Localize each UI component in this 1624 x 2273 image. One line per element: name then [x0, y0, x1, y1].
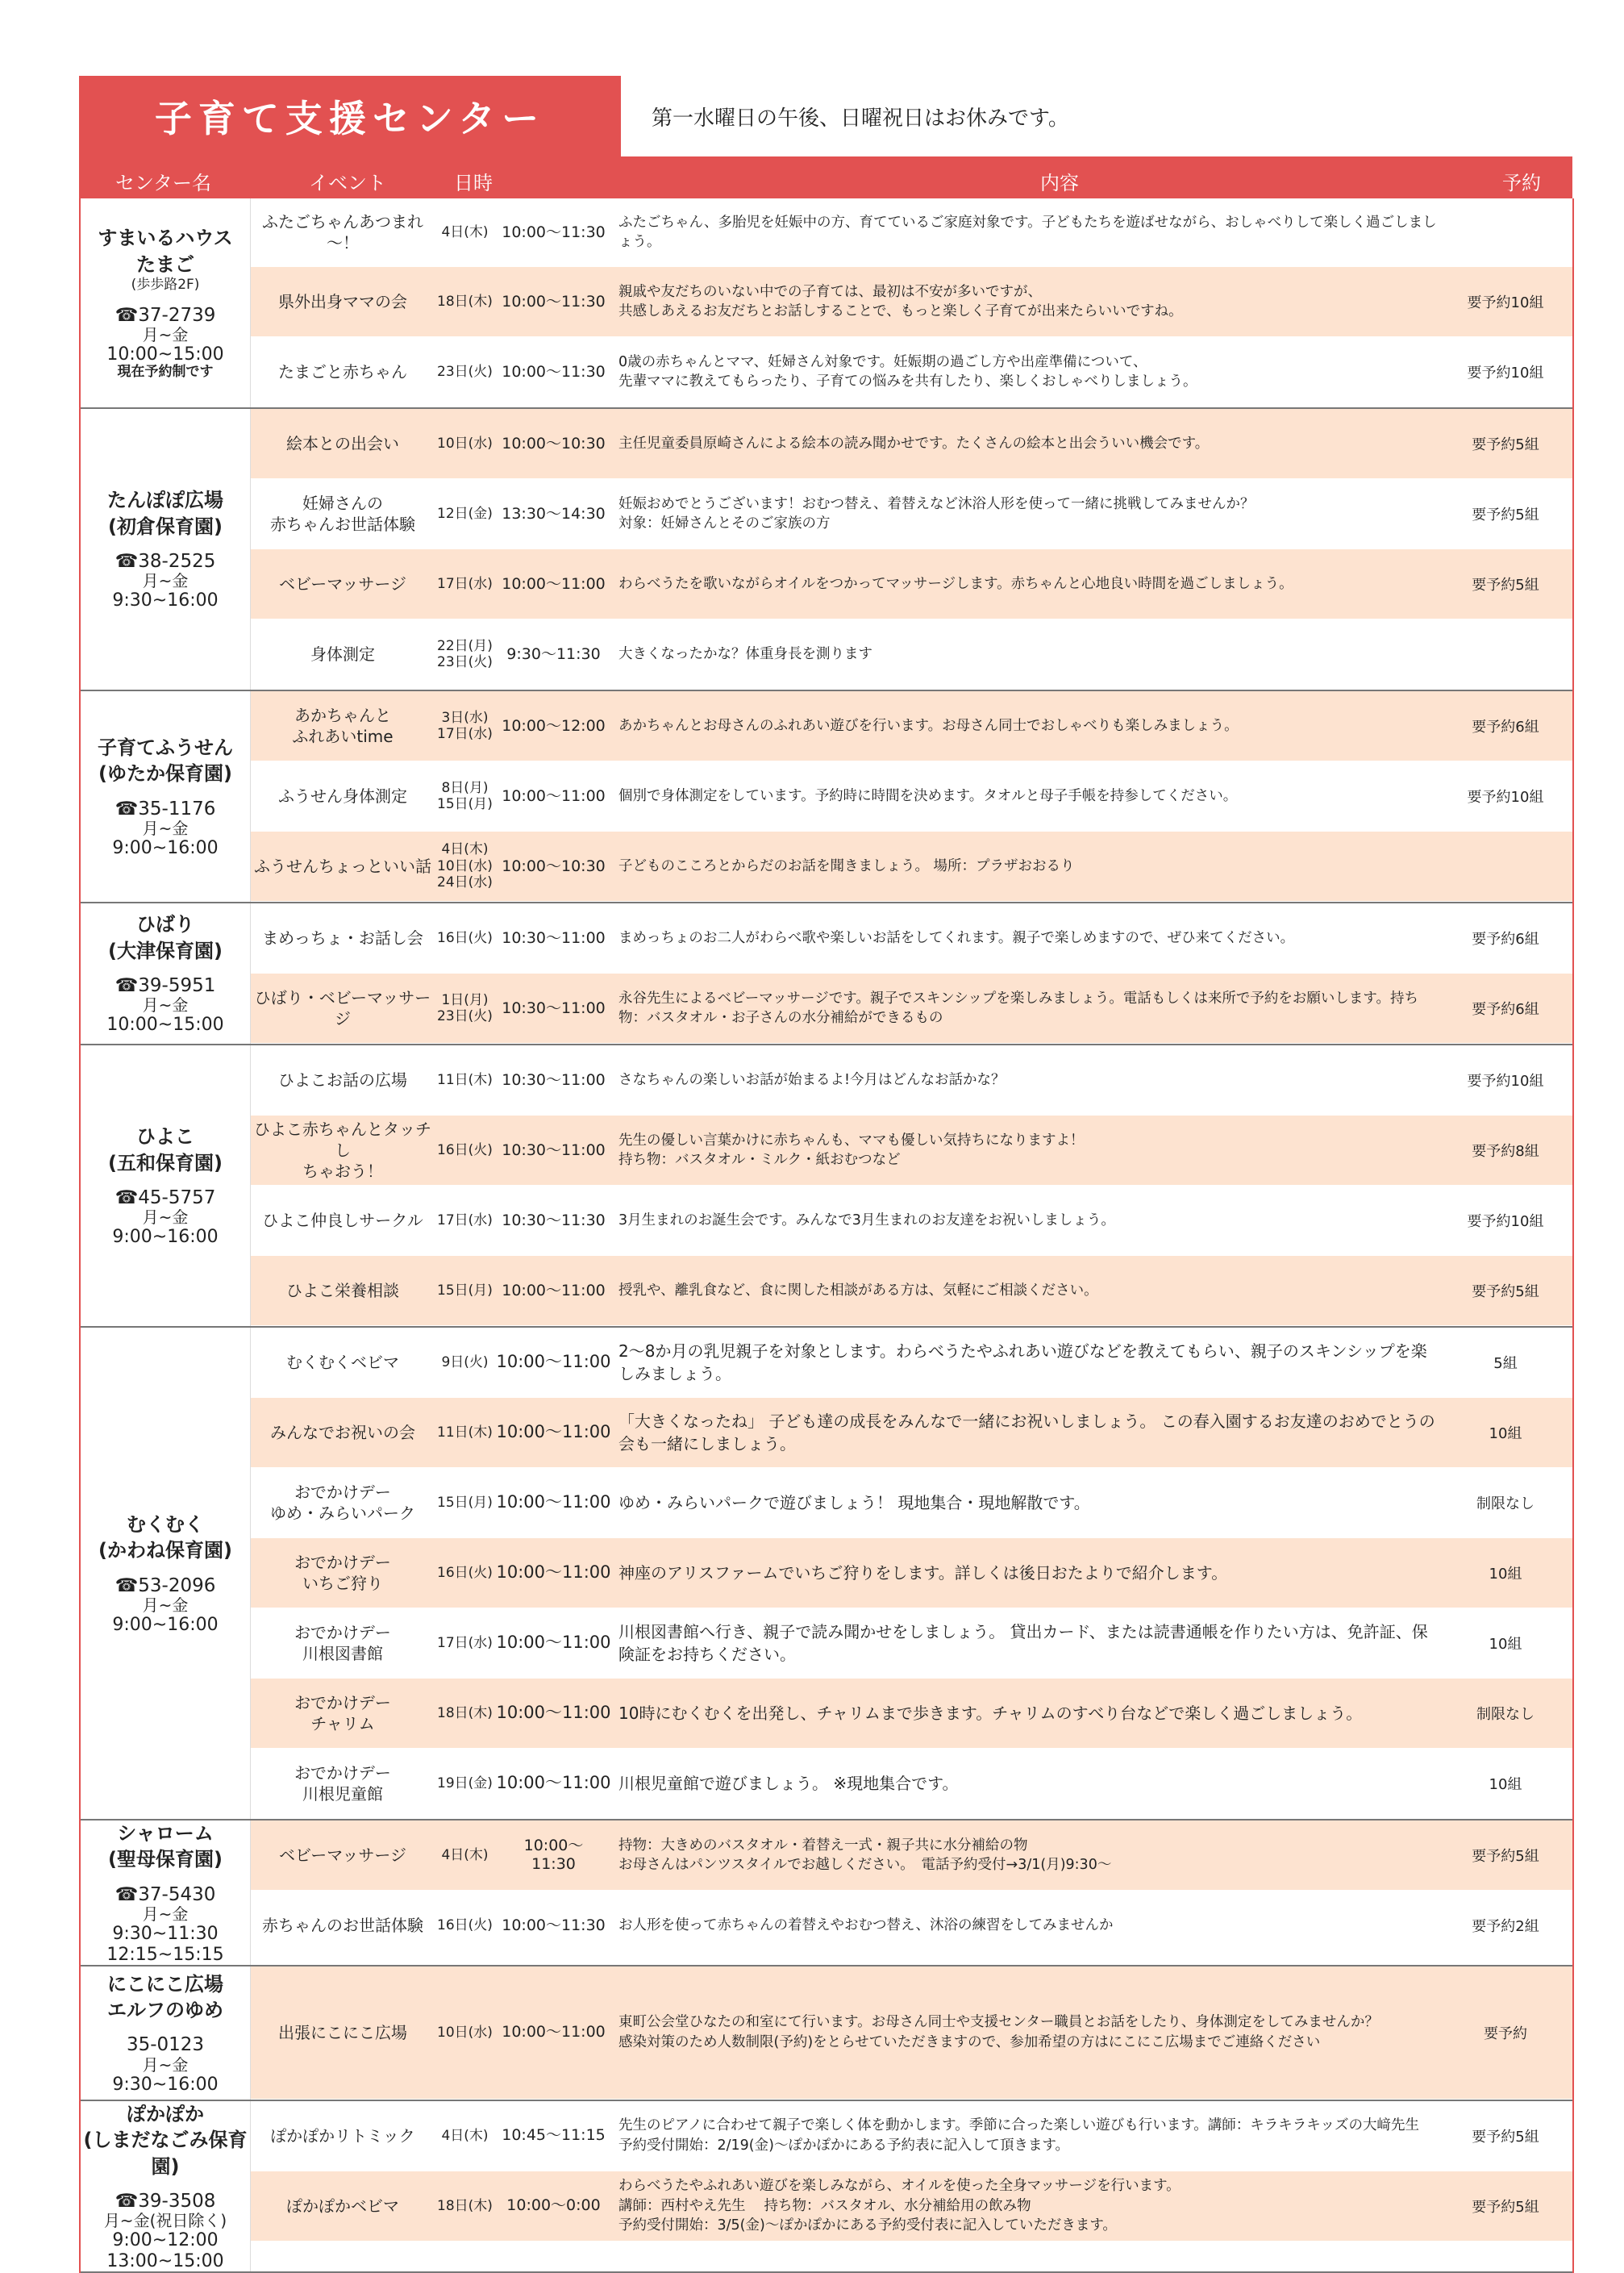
event-description: 「大きくなったね」 子ども達の成長をみんなで一緒にお祝いしましょう。 この春入園するお友達のおめでとうの会も一緒にしましょう。 [618, 1412, 1435, 1453]
event-description: 個別で身体測定をしています。予約時に時間を決めます。タオルと母子手帳を持参してください。 [618, 787, 1238, 804]
event-time: 10:00～11:30 [502, 292, 606, 311]
center-phone: ☎39-3508 [115, 2190, 216, 2212]
reservation-info: 要予約5組 [1472, 577, 1539, 594]
event-description: 0歳の赤ちゃんとママ、妊婦さん対象です。妊娠期の過ごし方や出産準備について、 先輩ママに教えてもらったり、子育ての悩みを共有したり、楽しくおしゃべりしましょう。 [618, 353, 1197, 390]
event-name: 出張にこにこ広場 [278, 2022, 407, 2042]
reservation-info: 10組 [1489, 1425, 1522, 1442]
reservation-info: 10組 [1489, 1776, 1522, 1793]
event-date: 22日(月) 23日(火) [437, 637, 493, 670]
event-description: わらべうたを歌いながらオイルをつかってマッサージします。赤ちゃんと心地良い時間を過ごしましょう。 [618, 575, 1293, 592]
reservation-info: 要予約10組 [1467, 294, 1544, 311]
event-name: まめっちょ・お話し会 [262, 928, 423, 948]
event-time: 10:00～0:00 [506, 2196, 601, 2215]
center-phone: ☎37-2739 [115, 304, 216, 326]
event-date: 8日(月) 15日(月) [437, 779, 493, 812]
event-name: おでかけデー 川根児童館 [294, 1763, 391, 1804]
event-row [251, 479, 1572, 549]
reservation-info: 要予約6組 [1472, 931, 1539, 948]
event-time: 10:00～11:00 [502, 786, 606, 805]
event-date: 18日(木) [437, 293, 493, 310]
event-date: 15日(月) [437, 1494, 493, 1511]
event-date: 4日(木) 10日(水) 24日(水) [437, 841, 493, 891]
reservation-info: 要予約10組 [1467, 1073, 1544, 1090]
reservation-info: 要予約5組 [1472, 1283, 1539, 1300]
center-sub: (しまだなごみ保育園) [83, 2129, 248, 2178]
reservation-info: 要予約5組 [1472, 507, 1539, 523]
event-row [251, 1328, 1572, 1398]
event-date: 16日(火) [437, 1564, 493, 1581]
event-date: 17日(水) [437, 1212, 493, 1228]
center-group [81, 903, 1572, 1045]
center-group [81, 691, 1572, 903]
event-name: ふたごちゃんあつまれ～！ [262, 212, 423, 252]
event-time: 10:45～11:15 [502, 2126, 606, 2145]
event-row [251, 1256, 1572, 1326]
center-hours: 9:00~16:00 [112, 1614, 219, 1635]
event-name: ひよこ仲良しサークル [262, 1211, 423, 1230]
page-title: 子育て支援センター [79, 76, 621, 156]
event-row [251, 2101, 1572, 2171]
center-info [81, 903, 251, 1044]
center-days: 月~金 [142, 1595, 189, 1615]
event-description: 授乳や、離乳食など、食に関した相談がある方は、気軽にご相談ください。 [618, 1282, 1098, 1299]
event-time: 10:00～11:00 [502, 1281, 606, 1299]
event-name: ひよこ栄養相談 [286, 1281, 399, 1300]
center-sub: (大津保育園) [108, 939, 223, 962]
event-time: 10:00～ 11:30 [523, 1837, 584, 1873]
event-time: 10:00～11:30 [502, 1916, 606, 1934]
event-name: 県外出身ママの会 [278, 292, 407, 311]
event-date: 18日(木) [437, 1704, 493, 1721]
event-row [251, 974, 1572, 1044]
center-sub: (聖母保育園) [108, 1848, 223, 1871]
event-name: ベビーマッサージ [279, 574, 406, 594]
reservation-info: 要予約10組 [1467, 1213, 1544, 1230]
center-days: 月~金 [142, 324, 189, 344]
center-sub: (初倉保育園) [108, 515, 223, 538]
reservation-info: 要予約8組 [1472, 1143, 1539, 1160]
event-date: 9日(火) [441, 1353, 489, 1370]
center-name: ぽかぽか [127, 2102, 204, 2125]
reservation-info: 5組 [1493, 1355, 1518, 1372]
center-phone: ☎53-2096 [115, 1574, 216, 1596]
center-group [81, 1045, 1572, 1328]
reservation-info: 10組 [1489, 1566, 1522, 1583]
event-row [251, 549, 1572, 619]
event-name: ふうせん身体測定 [278, 786, 407, 806]
center-phone: ☎35-1176 [115, 798, 216, 820]
event-row [251, 1538, 1572, 1608]
event-date: 23日(火) [437, 363, 493, 380]
event-name: ふうせんちょっといい話 [254, 857, 431, 876]
center-group [81, 1820, 1572, 1966]
event-time: 10:30～11:00 [502, 1141, 606, 1159]
center-info [81, 691, 251, 902]
event-name: ぽかぽかベビマ [286, 2196, 399, 2216]
event-description: 妊娠おめでとうございます！おむつ替え、着替えなど沐浴人形を使って一緒に挑戦してみませんか？ 対象：妊婦さんとそのご家族の方 [618, 495, 1255, 532]
header-date: 日時 [454, 172, 493, 194]
event-date: 11日(木) [437, 1424, 493, 1441]
event-row [251, 1679, 1572, 1749]
event-name: おでかけデー チャリム [294, 1693, 391, 1733]
center-name: 子育てふうせん [98, 736, 233, 759]
center-info [81, 1966, 251, 2100]
center-hours: 9:00~16:00 [112, 837, 219, 858]
event-row [251, 832, 1572, 902]
event-row [251, 1966, 1572, 2100]
event-name: 絵本との出会い [286, 434, 399, 453]
event-time: 10:00～11:00 [496, 1492, 611, 1512]
event-description: 川根児童館で遊びましょう。 ※現地集合です。 [618, 1774, 959, 1793]
event-description: 10時にむくむくを出発し、チャリムまで歩きます。チャリムのすべり台などで楽しく過ごしましょう。 [618, 1704, 1363, 1723]
reservation-info: 要予約6組 [1472, 1001, 1539, 1018]
event-description: 子どものこころとからだのお話を聞きましょう。 場所：プラザおおるり [618, 857, 1075, 874]
center-days: 月~金 [142, 571, 189, 591]
center-name: たんぽぽ広場 [107, 489, 223, 512]
center-info [81, 1820, 251, 1965]
event-row [251, 761, 1572, 832]
reservation-info: 要予約5組 [1472, 1848, 1539, 1865]
event-date: 12日(金) [437, 505, 493, 522]
center-days: 月~金 [142, 1904, 189, 1925]
event-row [251, 1608, 1572, 1679]
center-name: ひよこ [136, 1125, 194, 1149]
event-time: 10:00～11:00 [496, 1422, 611, 1442]
center-days: 月~金 [142, 2054, 189, 2075]
center-hours: 9:00~16:00 [112, 1227, 219, 1248]
center-name: シャローム [117, 1822, 214, 1845]
reservation-info: 制限なし [1476, 1495, 1534, 1512]
event-date: 16日(火) [437, 1916, 493, 1933]
event-date: 10日(水) [437, 435, 493, 452]
event-name: みんなでお祝いの会 [270, 1423, 415, 1442]
event-time: 10:00～11:00 [496, 1352, 611, 1372]
center-group [81, 2101, 1572, 2273]
event-row [251, 409, 1572, 479]
event-time: 9:30～11:30 [506, 644, 601, 663]
event-row [251, 1820, 1572, 1891]
event-row [251, 337, 1572, 407]
event-description: 2～8か月の乳児親子を対象とします。わらべうたやふれあい遊びなどを教えてもらい、親子のスキンシップを楽しみましょう。 [618, 1341, 1427, 1383]
event-name: ひばり・ベビーマッサージ [254, 988, 431, 1028]
reservation-info: 要予約5組 [1472, 436, 1539, 453]
event-row [251, 1468, 1572, 1538]
center-name: ひばり [136, 913, 194, 936]
event-name: ひよこ赤ちゃんとタッチし ちゃおう！ [254, 1120, 431, 1181]
event-name: あかちゃんと ふれあいtime [292, 706, 394, 746]
center-hours: 10:00~15:00 [106, 1015, 224, 1036]
event-date: 15日(月) [437, 1282, 493, 1299]
center-days: 月~金 [142, 1207, 189, 1228]
event-time: 10:00～11:00 [502, 2023, 606, 2042]
event-row [251, 619, 1572, 690]
event-date: 3日(水) 17日(水) [437, 709, 493, 742]
table-header [79, 156, 1572, 198]
center-info [81, 1045, 251, 1326]
event-name: ベビーマッサージ [279, 1846, 406, 1865]
reservation-info: 要予約5組 [1472, 2198, 1539, 2216]
event-time: 10:30～11:00 [502, 999, 606, 1017]
event-row [251, 198, 1572, 267]
center-hours: 9:30~11:30 12:15~15:15 [106, 1924, 224, 1965]
event-time: 10:00～11:30 [502, 362, 606, 381]
event-date: 4日(木) [441, 1846, 489, 1863]
center-hours: 9:30~16:00 [112, 590, 219, 611]
event-row [251, 1891, 1572, 1961]
center-group [81, 198, 1572, 409]
event-description: あかちゃんとお母さんのふれあい遊びを行います。お母さん同士でおしゃべりも楽しみましょう。 [618, 717, 1239, 734]
center-sub: (かわね保育園) [98, 1539, 232, 1562]
reservation-info: 要予約 [1484, 2025, 1527, 2042]
event-time: 10:00～11:00 [496, 1562, 611, 1583]
event-description: お人形を使って赤ちゃんの着替えやおむつ替え、沐浴の練習をしてみませんか [618, 1916, 1114, 1933]
event-row [251, 691, 1572, 761]
center-name: むくむく [127, 1512, 204, 1536]
center-name: すまいるハウス たまご [98, 227, 233, 276]
center-hours: 9:30~16:00 [112, 2074, 219, 2095]
reservation-info: 制限なし [1476, 1706, 1534, 1723]
event-date: 19日(金) [437, 1775, 493, 1791]
center-group [81, 1328, 1572, 1820]
event-row [251, 1186, 1572, 1256]
event-name: むくむくベビマ [286, 1353, 399, 1372]
event-time: 10:30～11:30 [502, 1211, 606, 1229]
reservation-info: 要予約6組 [1472, 719, 1539, 736]
center-phone: ☎38-2525 [115, 551, 216, 573]
event-name: ひよこお話の広場 [278, 1070, 407, 1090]
closed-days-notice: 第一水曜日の午後、日曜祝日はお休みです。 [652, 106, 1069, 131]
header-reserve: 予約 [1502, 172, 1541, 194]
event-name: おでかけデー いちご狩り [294, 1553, 391, 1593]
event-date: 17日(水) [437, 575, 493, 592]
event-row [251, 1398, 1572, 1468]
event-date: 4日(木) [441, 223, 489, 240]
center-group [81, 1966, 1572, 2101]
event-name: 身体測定 [310, 644, 375, 664]
reservation-info: 要予約2組 [1472, 1918, 1539, 1935]
center-hours: 10:00~15:00 [106, 344, 224, 365]
header-center: センター名 [115, 172, 212, 194]
event-description: 先生のピアノに合わせて親子で楽しく体を動かします。季節に合った楽しい遊びも行います。講師：キラキラキッズの大﨑先生 予約受付開始：2/19(金)～ぽかぽかにある予約表に記入して頂きます。 [618, 2117, 1419, 2154]
reservation-info: 要予約10組 [1467, 365, 1544, 382]
event-description: 3月生まれのお誕生会です。みんなで3月生まれのお友達をお祝いしましょう。 [618, 1212, 1115, 1228]
event-date: 1日(月) 23日(火) [437, 991, 493, 1024]
event-time: 10:00～11:30 [502, 223, 606, 241]
event-time: 10:00～10:30 [502, 857, 606, 875]
event-date: 17日(水) [437, 1634, 493, 1651]
event-name: 妊婦さんの 赤ちゃんお世話体験 [270, 494, 415, 534]
event-description: 主任児童委員原崎さんによる絵本の読み聞かせです。たくさんの絵本と出会ういい機会です。 [618, 435, 1210, 452]
event-description: 持物：大きめのバスタオル・着替え一式・親子共に水分補給の物 お母さんはパンツスタイルでお越しください。 電話予約受付→3/1(月)9:30～ [618, 1837, 1112, 1873]
event-name: おでかけデー ゆめ・みらいパーク [270, 1483, 415, 1523]
event-description: 川根図書館へ行き、親子で読み聞かせをしましょう。 貸出カード、または読書通帳を作りたい方は、免許証、保険証をお持ちください。 [618, 1622, 1428, 1664]
reservation-info: 要予約10組 [1467, 789, 1544, 806]
event-row [251, 267, 1572, 337]
event-description: まめっちょのお二人がわらべ歌や楽しいお話をしてくれます。親子で楽しめますので、ぜひ来てください。 [618, 929, 1295, 946]
event-time: 10:00～12:00 [502, 716, 606, 735]
event-time: 10:00～11:00 [496, 1633, 611, 1653]
event-date: 4日(木) [441, 2127, 489, 2144]
event-description: わらべうたやふれあい遊びを楽しみながら、オイルを使った全身マッサージを行います。 講師：西村やえ先生 持ち物：バスタオル、水分補給用の飲み物 予約受付開始：3/5(金)～ぽかぽかにある予約受付表に記入していただきます。 [618, 2178, 1181, 2234]
reservation-info: 10組 [1489, 1636, 1522, 1653]
center-note: 現在予約制です [117, 364, 214, 381]
header-event: イベント [309, 172, 386, 194]
event-time: 10:00～11:00 [502, 574, 606, 593]
event-name: 赤ちゃんのお世話体験 [262, 1916, 423, 1935]
center-days: 月~金(祝日除く) [103, 2211, 227, 2231]
event-description: 大きくなったかな？体重身長を測ります [618, 645, 872, 662]
event-row [251, 1045, 1572, 1116]
center-hours: 9:00~12:00 13:00~15:00 [106, 2230, 224, 2271]
center-sub: (歩歩路2F) [131, 276, 200, 293]
center-info [81, 198, 251, 407]
center-days: 月~金 [142, 995, 189, 1016]
event-description: ゆめ・みらいパークで遊びましょう！ 現地集合・現地解散です。 [618, 1493, 1090, 1512]
event-date: 18日(木) [437, 2197, 493, 2214]
event-name: たまごと赤ちゃん [278, 362, 407, 382]
schedule-table [79, 198, 1574, 2273]
event-description: さなちゃんの楽しいお話が始まるよ!今月はどんなお話かな？ [618, 1071, 1006, 1088]
event-description: ふたごちゃん、多胎児を妊娠中の方、育てているご家庭対象です。子どもたちを遊ばせながら、おしゃべりして楽しく過ごしましょう。 [618, 214, 1437, 250]
center-phone: 35-0123 [126, 2034, 205, 2056]
center-phone: ☎39-5951 [115, 975, 216, 997]
event-time: 10:00～10:30 [502, 434, 606, 453]
event-time: 10:00～11:00 [496, 1703, 611, 1723]
event-description: 神座のアリスファームでいちご狩りをします。詳しくは後日おたよりで紹介します。 [618, 1563, 1228, 1583]
center-phone: ☎45-5757 [115, 1187, 216, 1209]
event-date: 10日(水) [437, 2024, 493, 2041]
center-info [81, 1328, 251, 1819]
center-days: 月~金 [142, 818, 189, 838]
event-row [251, 2171, 1572, 2242]
center-sub: エルフのゆめ [107, 1998, 223, 2021]
event-row [251, 1116, 1572, 1186]
event-row [251, 903, 1572, 974]
center-sub: (五和保育園) [108, 1151, 223, 1174]
event-description: 永谷先生によるベビーマッサージです。親子でスキンシップを楽しみましょう。電話もしくは来所で予約をお願いします。持ち物：バスタオル・お子さんの水分補給ができるもの [618, 990, 1418, 1026]
center-info [81, 2101, 251, 2271]
event-date: 16日(火) [437, 1141, 493, 1158]
event-time: 10:00～11:00 [496, 1773, 611, 1793]
center-phone: ☎37-5430 [115, 1883, 216, 1905]
event-row [251, 1749, 1572, 1819]
event-name: ぽかぽかリトミック [270, 2125, 415, 2146]
event-time: 10:30～11:00 [502, 1070, 606, 1089]
event-description: 先生の優しい言葉かけに赤ちゃんも、ママも優しい気持ちになりますよ！ 持ち物：バスタオル・ミルク・紙おむつなど [618, 1132, 1085, 1168]
reservation-info: 要予約5組 [1472, 2128, 1539, 2146]
event-time: 10:30～11:00 [502, 928, 606, 947]
event-date: 16日(火) [437, 929, 493, 946]
center-sub: (ゆたか保育園) [98, 762, 232, 786]
event-description: 東町公会堂ひなたの和室にて行います。お母さん同士や支援センター職員とお話をしたり、身体測定をしてみませんか？ 感染対策のため人数制限(予約)をとらせていただきますので、参加希望の方はにこにこ広場までご連絡ください [618, 2014, 1379, 2050]
event-description: 親戚や友だちのいない中での子育ては、最初は不安が多いですが、 共感しあえるお友だちとお話しすることで、もっと楽しく子育てが出来たらいいですね。 [618, 283, 1183, 319]
center-info [81, 409, 251, 690]
center-name: にこにこ広場 [107, 1972, 223, 1996]
center-group [81, 409, 1572, 691]
event-date: 11日(木) [437, 1071, 493, 1088]
header-content: 内容 [1040, 172, 1079, 194]
event-time: 13:30～14:30 [502, 504, 606, 523]
event-name: おでかけデー 川根図書館 [294, 1623, 391, 1663]
